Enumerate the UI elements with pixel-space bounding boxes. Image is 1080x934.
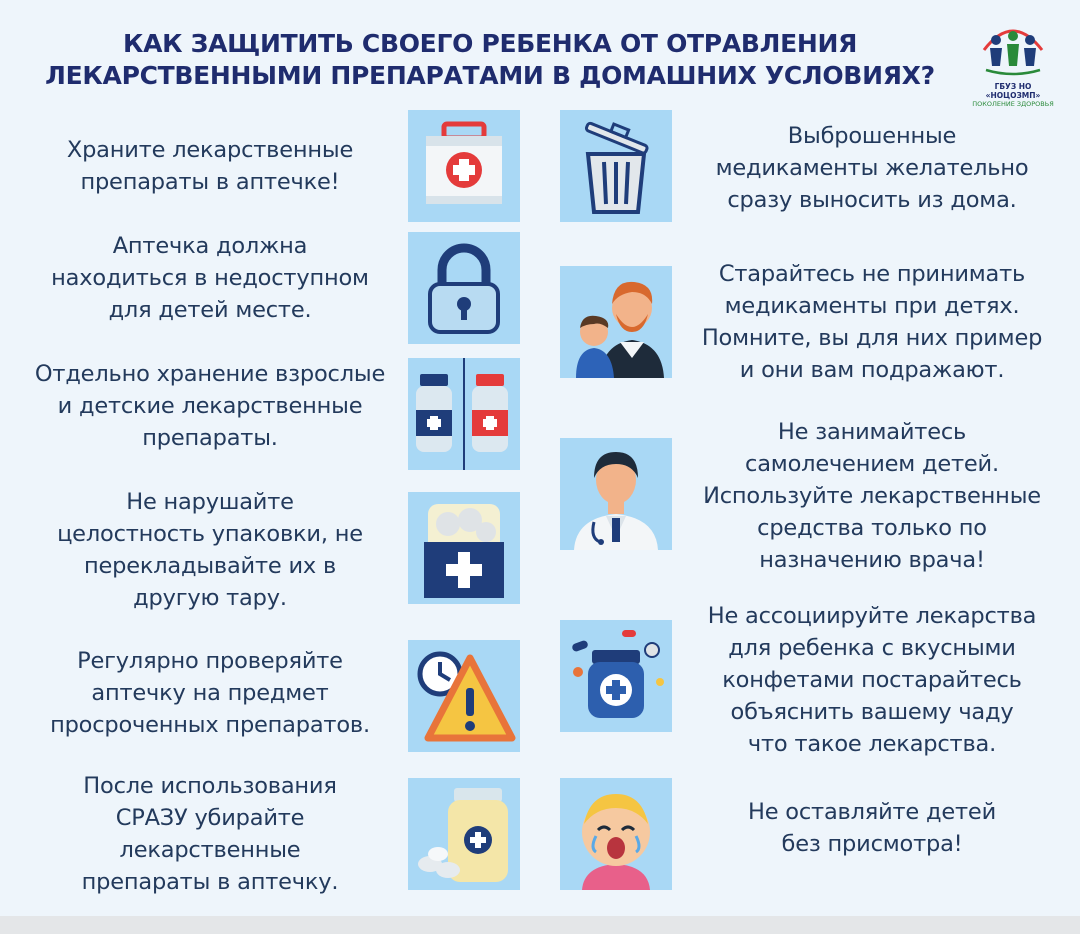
right-tip-1 <box>676 120 1068 216</box>
pill-jar-icon <box>408 778 520 890</box>
clock-warning-icon <box>408 640 520 752</box>
tip-line: объяснить вашему чаду <box>730 699 1014 725</box>
tip-line: Не ассоциируйте лекарства <box>707 603 1037 629</box>
tip-line: Старайтесь не принимать <box>718 261 1026 287</box>
tip-line: назначению врача! <box>759 547 985 573</box>
organization-logo <box>968 20 1058 108</box>
tip-line: препараты в аптечку. <box>81 869 339 895</box>
family-logo-icon <box>978 20 1048 76</box>
logo-org-name: ГБУЗ НО «НОЦОЗМП» <box>985 82 1041 100</box>
tip-line: средства только по <box>757 515 987 541</box>
left-tip-2 <box>20 230 400 326</box>
first-aid-kit-icon <box>408 110 520 222</box>
tip-line: Аптечка должна <box>112 233 308 259</box>
doctor-icon <box>560 438 672 550</box>
left-tip-3 <box>20 358 400 454</box>
tip-line: для детей месте. <box>108 297 312 323</box>
tip-line: перекладывайте их в <box>83 553 337 579</box>
tip-line: для ребенка с вкусными <box>728 635 1016 661</box>
tip-line: СРАЗУ убирайте <box>115 805 305 831</box>
logo-tagline: ПОКОЛЕНИЕ ЗДОРОВЬЯ <box>972 100 1054 108</box>
tip-line: что такое лекарства. <box>747 731 997 757</box>
title-line-2: ЛЕКАРСТВЕННЫМИ ПРЕПАРАТАМИ В ДОМАШНИХ УСЛОВИЯХ? <box>45 61 935 90</box>
page-title <box>40 28 940 92</box>
medicine-bottles-icon <box>408 358 520 470</box>
tip-line: другую тару. <box>133 585 287 611</box>
tip-line: просроченных препаратов. <box>50 712 370 738</box>
tip-line: Не оставляйте детей <box>747 799 997 825</box>
tip-line: конфетами постарайтесь <box>722 667 1022 693</box>
tip-line: самолечением детей. <box>745 451 999 477</box>
tip-line: Регулярно проверяйте <box>77 648 343 674</box>
tip-line: находиться в недоступном <box>51 265 369 291</box>
tip-line: целостность упаковки, не <box>57 521 363 547</box>
left-tip-6 <box>20 770 400 898</box>
tip-line: Не занимайтесь <box>777 419 967 445</box>
left-tip-4 <box>20 486 400 614</box>
tip-line: Помните, вы для них пример <box>701 325 1043 351</box>
trash-bin-icon <box>560 110 672 222</box>
right-tip-2 <box>676 258 1068 386</box>
left-tip-5 <box>20 645 400 741</box>
pill-box-icon <box>408 492 520 604</box>
tip-line: медикаменты желательно <box>715 155 1029 181</box>
tip-line: препараты в аптечке! <box>80 169 340 195</box>
father-and-son-icon <box>560 266 672 378</box>
title-line-1: КАК ЗАЩИТИТЬ СВОЕГО РЕБЕНКА ОТ ОТРАВЛЕНИЯ <box>122 29 858 58</box>
padlock-icon <box>408 232 520 344</box>
tip-line: медикаменты при детях. <box>724 293 1020 319</box>
right-tip-3 <box>676 416 1068 576</box>
tip-line: и детские лекарственные <box>57 393 363 419</box>
crying-baby-icon <box>560 778 672 890</box>
tip-line: Используйте лекарственные <box>703 483 1041 509</box>
tip-line: без присмотра! <box>781 831 963 857</box>
right-tip-4 <box>676 600 1068 760</box>
tip-line: Не нарушайте <box>126 489 294 515</box>
tip-line: Выброшенные <box>787 123 957 149</box>
tip-line: сразу выносить из дома. <box>727 187 1017 213</box>
tip-line: и они вам подражают. <box>739 357 1005 383</box>
tip-line: лекарственные <box>119 837 301 863</box>
tip-line: Храните лекарственные <box>66 137 354 163</box>
medicine-jar-pills-icon <box>560 620 672 732</box>
tip-line: препараты. <box>142 425 278 451</box>
left-tip-1 <box>20 134 400 198</box>
tip-line: Отдельно хранение взрослые <box>34 361 386 387</box>
tip-line: После использования <box>83 773 337 799</box>
bottom-strip <box>0 916 1080 934</box>
tip-line: аптечку на предмет <box>91 680 329 706</box>
right-tip-5 <box>676 796 1068 860</box>
